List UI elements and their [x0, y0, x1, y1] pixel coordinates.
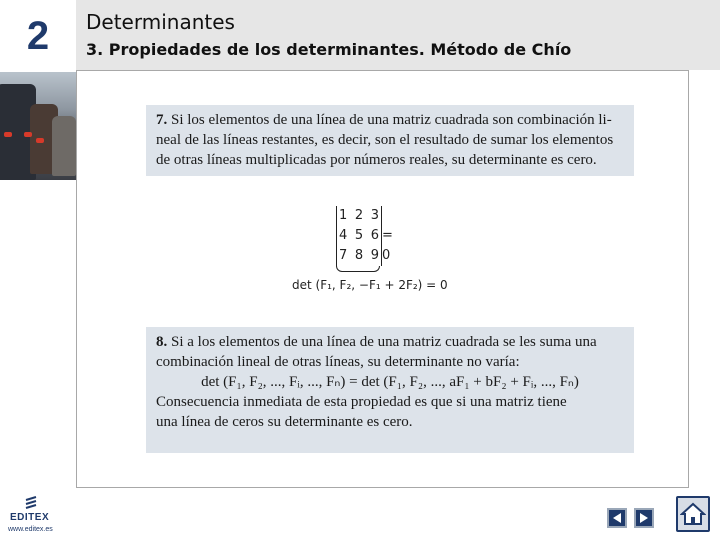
matrix-cell: 7: [339, 248, 348, 263]
matrix-cell: 8: [354, 248, 364, 263]
matrix-cell: 4: [339, 228, 348, 243]
tail-light: [24, 132, 32, 137]
matrix: [336, 206, 382, 266]
property-7-text: Si los elementos de una línea de una matriz cuadrada son combinación li-: [171, 112, 612, 128]
property-8-consequence: Consecuencia inmediata de esta propiedad es que si una matriz tiene: [156, 394, 567, 410]
property-8-box: [146, 327, 634, 453]
matrix-cell: 6: [370, 228, 379, 243]
editex-logo: [4, 496, 60, 536]
matrix-equals: = 0: [382, 228, 393, 263]
triangle-left-icon: [611, 512, 623, 524]
property-7-line: de otras líneas multiplicadas por números reales, su determinante es cero.: [156, 152, 597, 168]
property-8-line: combinación lineal de otras líneas, su determinante no varía:: [156, 354, 520, 370]
property-7-number: 7.: [156, 112, 168, 128]
property-8-consequence: una línea de ceros su determinante es cero.: [156, 414, 413, 430]
chapter-number: 2: [26, 13, 50, 58]
header-band: [76, 0, 720, 70]
matrix-cell: 9: [370, 248, 379, 263]
tail-light: [36, 138, 44, 143]
property-8-number: 8.: [156, 334, 168, 350]
matrix-row: [339, 226, 379, 246]
matrix-cell: 3: [370, 208, 379, 223]
matrix-row: [339, 206, 379, 226]
property-8-formula: det (F₁, F₂, ..., Fᵢ, ..., Fₙ) = det (F₁, F₂, ..., aF₁ + bF₂ + Fᵢ, ..., Fₙ): [201, 374, 579, 390]
house-icon: [680, 501, 706, 527]
traffic-photo: [0, 72, 76, 180]
editex-logo-icon: [24, 496, 38, 510]
property-7-line: neal de las líneas restantes, es decir, son el resultado de sumar los elementos: [156, 132, 614, 148]
logo-name: EDITEX: [10, 512, 50, 523]
tail-light: [4, 132, 12, 137]
property-8-line: [156, 332, 624, 352]
matrix-cell: 1: [339, 208, 348, 223]
property-8-text: Si a los elementos de una línea de una matriz cuadrada se les suma una: [171, 334, 597, 350]
matrix-row: [339, 246, 379, 266]
det-expression: det (F₁, F₂, −F₁ + 2F₂) = 0: [292, 278, 448, 292]
next-button[interactable]: [634, 508, 654, 528]
logo-url: www.editex.es: [8, 526, 53, 533]
matrix-cell: 5: [354, 228, 364, 243]
page-subtitle: 3. Propiedades de los determinantes. Método de Chío: [86, 40, 572, 59]
property-7-line: [156, 110, 624, 130]
underbrace: [336, 266, 380, 272]
car-shape: [52, 116, 76, 176]
prev-button[interactable]: [607, 508, 627, 528]
matrix-cell: 2: [354, 208, 364, 223]
home-button[interactable]: [676, 496, 710, 532]
page-title: Determinantes: [86, 10, 235, 34]
property-7-box: [146, 105, 634, 176]
triangle-right-icon: [638, 512, 650, 524]
